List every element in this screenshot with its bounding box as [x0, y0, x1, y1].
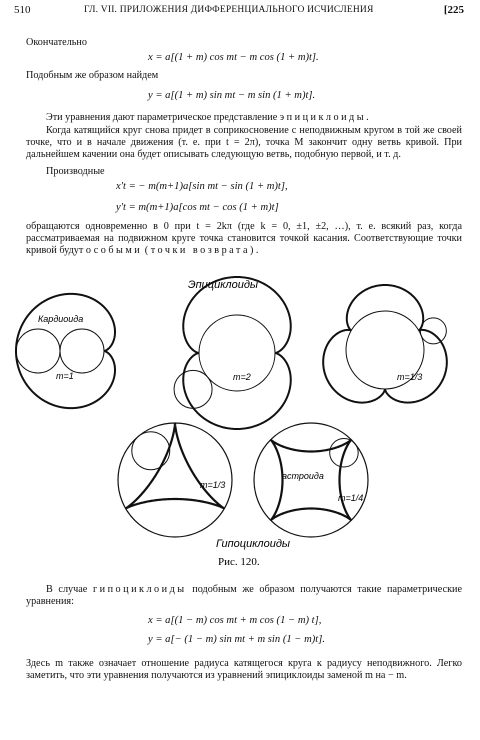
- cardioid-fixed-circle: [60, 329, 104, 373]
- panel-cardioid: [16, 294, 115, 408]
- equation-x-hypocycloid: x = a[(1 − m) cos mt + m cos (1 − m) t],: [148, 615, 322, 626]
- epicycloid-third-m-label: m=1/3: [397, 372, 423, 382]
- equation-y-epicycloid: y = a[(1 + m) sin mt − m sin (1 + m)t].: [148, 90, 316, 101]
- deltoid-m-label: m=1/3: [200, 480, 226, 490]
- equation-x-derivative: x′t = − m(m+1)a[sin mt − sin (1 + m)t],: [116, 181, 288, 192]
- term-epicycloid: эпициклоиды.: [279, 112, 372, 123]
- figure-caption: Рис. 120.: [218, 556, 260, 568]
- nephroid-rolling-circle: [174, 370, 212, 408]
- cardioid-name: Кардиоида: [38, 314, 84, 324]
- figure-120: [0, 268, 480, 578]
- epicycloid-label: Эпициклоиды: [188, 279, 259, 291]
- page-header: [14, 4, 464, 22]
- page-number: 510: [14, 4, 31, 16]
- paragraph-3: [26, 112, 462, 124]
- paragraph-3-text: Эти уравнения дают параметрическое представление: [46, 112, 278, 123]
- paragraph-5: Производные: [46, 166, 105, 177]
- equation-y-derivative: y′t = m(m+1)a[cos mt − cos (1 + m)t]: [116, 202, 279, 213]
- equation-x-epicycloid: x = a[(1 + m) cos mt − m cos (1 + m)t].: [148, 52, 319, 63]
- epicycloid-third-curve: [323, 285, 447, 403]
- term-singular: особыми: [85, 245, 143, 257]
- panel-deltoid: [118, 423, 232, 537]
- paragraph-7: [26, 584, 462, 608]
- paragraph-4: Когда катящийся круг снова придет в соприкосновение с неподвижным кругом в той же своей точке, что и в начале движения (т. е. при t = 2π), точка M закончит одну ветвь кривой. При дальнейшем качении она будет описывать следующую ветвь, подобную первой, и т. д.: [26, 125, 462, 161]
- hypocycloid-label: Гипоциклоиды: [216, 538, 291, 550]
- deltoid-curve: [126, 423, 225, 509]
- paragraph-6-text: обращаются одновременно в 0 при t = 2kπ (где k = 0, ±1, ±2, …), т. е. всякий раз, когда рассматриваемая на подвижном круге точка становится точкой касания. Соответствующие точки кривой будут: [26, 221, 462, 257]
- paragraph-6: [26, 221, 462, 258]
- cardioid-curve: [16, 294, 115, 408]
- paragraph-8: Здесь m также означает отношение радиуса катящегося круга к радиусу неподвижного. Легко заметить, что эти уравнения получаются из уравнений эпициклоиды заменой m на − m.: [26, 658, 462, 682]
- paragraph-1: Окончательно: [26, 37, 87, 48]
- paragraph-2: Подобным же образом найдем: [26, 70, 159, 81]
- panel-astroid: [254, 423, 368, 537]
- equation-y-hypocycloid: y = a[− (1 − m) sin mt + m sin (1 − m)t].: [148, 634, 325, 645]
- nephroid-m-label: m=2: [233, 372, 251, 382]
- astroid-m-label: m=1/4: [338, 493, 364, 503]
- astroid-name: астроида: [282, 471, 324, 481]
- cardioid-m-label: m=1: [56, 371, 74, 381]
- section-number: [225: [443, 4, 464, 16]
- panel-epicycloid-third: [323, 285, 447, 403]
- cardioid-rolling-circle: [16, 329, 60, 373]
- chapter-title: ГЛ. VII. ПРИЛОЖЕНИЯ ДИФФЕРЕНЦИАЛЬНОГО ИСЧИСЛЕНИЯ: [84, 5, 374, 15]
- term-cusp-points: (точки возврата).: [144, 245, 261, 257]
- deltoid-rolling-circle: [132, 432, 170, 470]
- paragraph-7-text: В случае: [46, 584, 88, 595]
- paragraph-7-rest: подобным же образом получаются такие параметрические уравнения:: [26, 584, 463, 608]
- term-hypocycloid: гипоциклоиды: [92, 584, 187, 595]
- panel-nephroid: [174, 277, 291, 429]
